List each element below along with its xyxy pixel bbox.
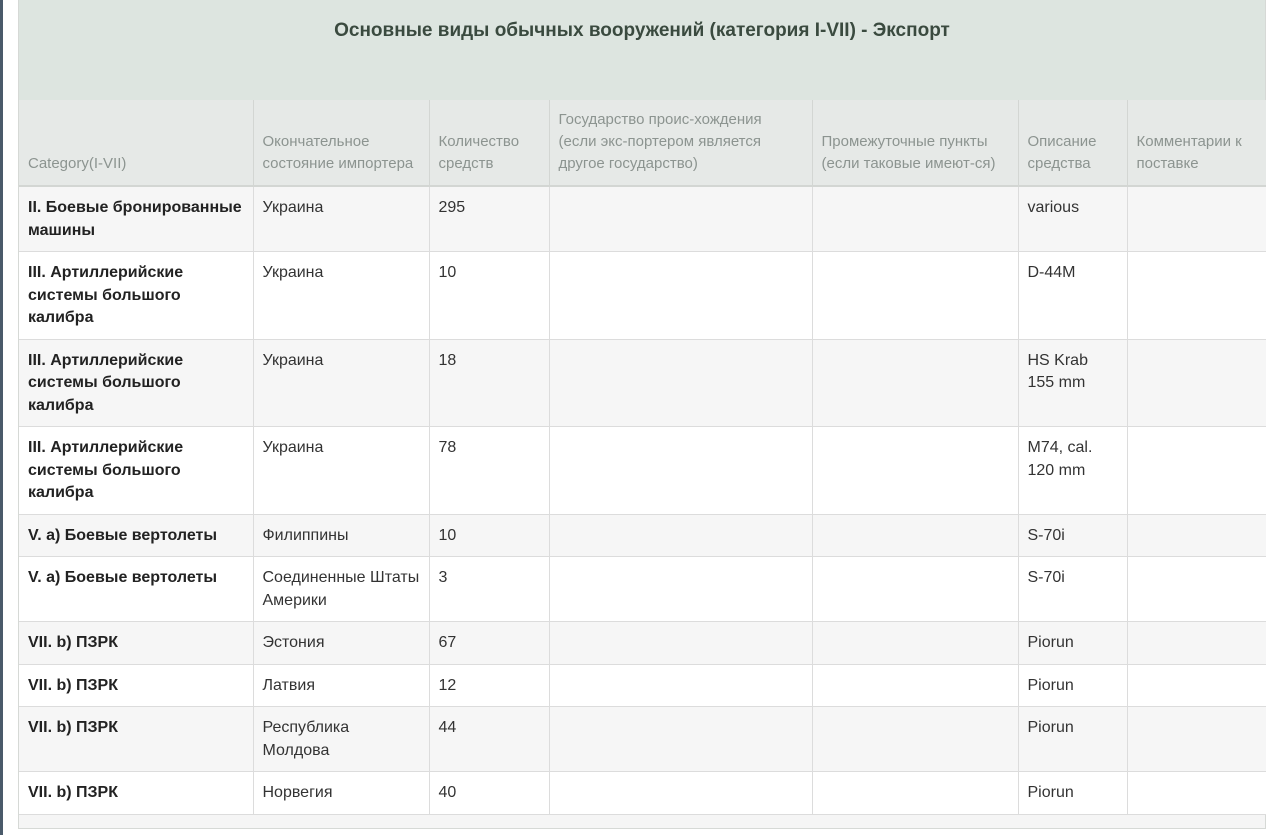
table-row xyxy=(19,427,1266,515)
cell-quantity: 295 xyxy=(429,186,549,252)
cell-comment xyxy=(1127,252,1266,340)
cell-origin xyxy=(549,557,812,622)
table-row xyxy=(19,664,1266,707)
cell-quantity: 12 xyxy=(429,664,549,707)
cell-importer: Филиппины xyxy=(253,514,429,557)
cell-importer: Украина xyxy=(253,339,429,427)
cell-importer: Республика Молдова xyxy=(253,707,429,772)
cell-intermediate xyxy=(812,622,1018,665)
column-header-importer[interactable]: Окончательное состояние импортера xyxy=(253,100,429,186)
cell-intermediate xyxy=(812,252,1018,340)
cell-description: S-70i xyxy=(1018,514,1127,557)
cell-comment xyxy=(1127,339,1266,427)
cell-origin xyxy=(549,707,812,772)
cell-intermediate xyxy=(812,772,1018,815)
cell-description: Piorun xyxy=(1018,707,1127,772)
cell-comment xyxy=(1127,772,1266,815)
export-panel xyxy=(18,0,1266,829)
cell-category: III. Артиллерийские системы большого калибра xyxy=(19,339,253,427)
cell-category: V. a) Боевые вертолеты xyxy=(19,557,253,622)
table-row xyxy=(19,707,1266,772)
cell-quantity: 67 xyxy=(429,622,549,665)
cell-importer: Соединенные Штаты Америки xyxy=(253,557,429,622)
cell-category: VII. b) ПЗРК xyxy=(19,772,253,815)
column-header-quantity[interactable]: Количество средств xyxy=(429,100,549,186)
cell-importer: Норвегия xyxy=(253,772,429,815)
cell-comment xyxy=(1127,186,1266,252)
cell-comment xyxy=(1127,557,1266,622)
cell-category: V. a) Боевые вертолеты xyxy=(19,514,253,557)
export-table xyxy=(19,100,1266,815)
table-row xyxy=(19,514,1266,557)
cell-quantity: 10 xyxy=(429,252,549,340)
cell-comment xyxy=(1127,622,1266,665)
cell-origin xyxy=(549,339,812,427)
column-header-description[interactable]: Описание средства xyxy=(1018,100,1127,186)
cell-quantity: 78 xyxy=(429,427,549,515)
column-header-comment[interactable]: Комментарии к поставке xyxy=(1127,100,1266,186)
cell-intermediate xyxy=(812,427,1018,515)
cell-quantity: 18 xyxy=(429,339,549,427)
cell-intermediate xyxy=(812,707,1018,772)
cell-origin xyxy=(549,427,812,515)
cell-intermediate xyxy=(812,339,1018,427)
cell-comment xyxy=(1127,514,1266,557)
cell-comment xyxy=(1127,707,1266,772)
table-header-row xyxy=(19,100,1266,186)
table-row xyxy=(19,252,1266,340)
cell-origin xyxy=(549,514,812,557)
cell-importer: Украина xyxy=(253,252,429,340)
table-row xyxy=(19,772,1266,815)
table-row xyxy=(19,339,1266,427)
cell-comment xyxy=(1127,427,1266,515)
page-left-border xyxy=(0,0,3,835)
cell-quantity: 40 xyxy=(429,772,549,815)
cell-quantity: 10 xyxy=(429,514,549,557)
cell-origin xyxy=(549,186,812,252)
cell-description: various xyxy=(1018,186,1127,252)
cell-comment xyxy=(1127,664,1266,707)
cell-category: VII. b) ПЗРК xyxy=(19,622,253,665)
cell-description: S-70i xyxy=(1018,557,1127,622)
cell-category: VII. b) ПЗРК xyxy=(19,664,253,707)
column-header-intermediate[interactable]: Промежуточные пункты (если таковые имеют-ся) xyxy=(812,100,1018,186)
table-row xyxy=(19,622,1266,665)
cell-category: III. Артиллерийские системы большого калибра xyxy=(19,252,253,340)
cell-category: II. Боевые бронированные машины xyxy=(19,186,253,252)
column-header-origin[interactable]: Государство проис-хождения (если экс-портером является другое государство) xyxy=(549,100,812,186)
cell-description: M74, cal. 120 mm xyxy=(1018,427,1127,515)
cell-category: III. Артиллерийские системы большого калибра xyxy=(19,427,253,515)
cell-description: Piorun xyxy=(1018,772,1127,815)
cell-intermediate xyxy=(812,186,1018,252)
cell-importer: Украина xyxy=(253,427,429,515)
cell-origin xyxy=(549,622,812,665)
cell-origin xyxy=(549,772,812,815)
cell-importer: Латвия xyxy=(253,664,429,707)
cell-origin xyxy=(549,664,812,707)
cell-importer: Украина xyxy=(253,186,429,252)
table-row xyxy=(19,557,1266,622)
cell-category: VII. b) ПЗРК xyxy=(19,707,253,772)
cell-quantity: 44 xyxy=(429,707,549,772)
cell-importer: Эстония xyxy=(253,622,429,665)
table-body xyxy=(19,186,1266,814)
cell-intermediate xyxy=(812,664,1018,707)
cell-intermediate xyxy=(812,557,1018,622)
column-header-category[interactable]: Category(I-VII) xyxy=(19,100,253,186)
table-row xyxy=(19,186,1266,252)
cell-origin xyxy=(549,252,812,340)
panel-title: Основные виды обычных вооружений (категория I-VII) - Экспорт xyxy=(19,0,1265,100)
cell-intermediate xyxy=(812,514,1018,557)
cell-description: Piorun xyxy=(1018,664,1127,707)
cell-description: HS Krab 155 mm xyxy=(1018,339,1127,427)
cell-quantity: 3 xyxy=(429,557,549,622)
cell-description: Piorun xyxy=(1018,622,1127,665)
cell-description: D-44M xyxy=(1018,252,1127,340)
